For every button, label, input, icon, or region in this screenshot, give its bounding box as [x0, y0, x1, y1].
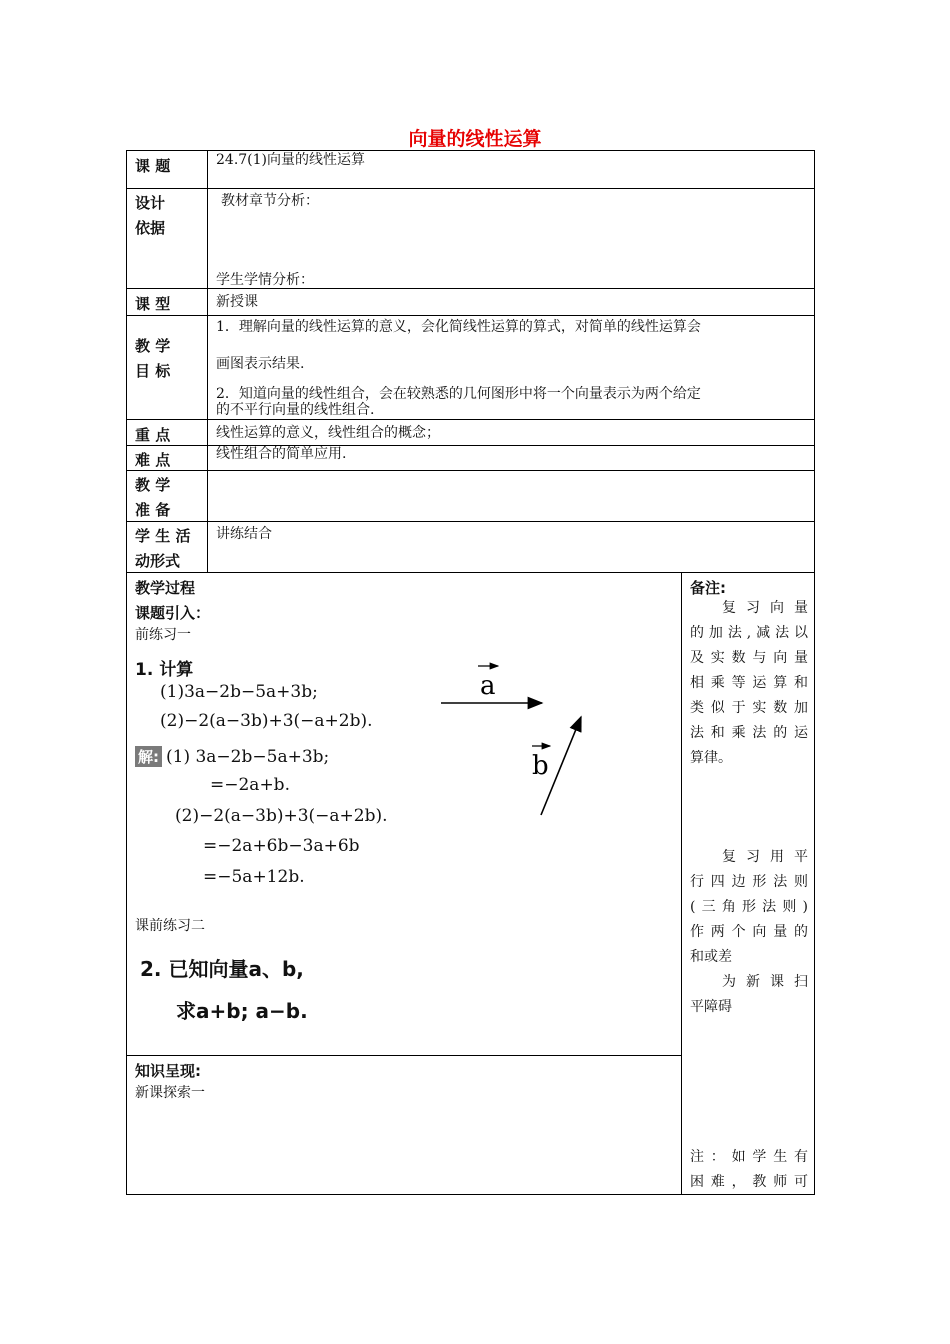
objective-item-1-cont: 画图表示结果.	[216, 356, 305, 372]
new-lesson-explore-1: 新课探索一	[135, 1085, 205, 1101]
page-title: 向量的线性运算	[408, 128, 542, 150]
note-line: 作两个向量的	[690, 924, 808, 940]
objectives-label: 教 学	[135, 337, 171, 355]
key-points-value: 线性运算的意义，线性组合的概念；	[216, 425, 440, 441]
exercise-1-title: 1. 计算	[135, 660, 194, 680]
design-basis-label: 设计	[135, 194, 166, 212]
difficulties-label: 难 点	[135, 451, 171, 469]
note-line: 和或差	[690, 949, 732, 965]
note-line: 平障碍	[690, 999, 732, 1015]
exercise-1-question-1: (1)3a−2b−5a+3b;	[160, 682, 318, 702]
note-line: 法和乘法的运	[690, 725, 808, 741]
solution-2-line-2: =−2a+6b−3a+6b	[203, 836, 360, 856]
note-line: 复习用平	[722, 849, 808, 865]
preparation-label: 准 备	[135, 501, 171, 519]
solution-2-line-1: (2)−2(a−3b)+3(−a+2b).	[175, 806, 388, 826]
student-analysis: 学生学情分析：	[216, 272, 314, 288]
objective-item-2: 2．知道向量的线性组合，会在较熟悉的几何图形中将一个向量表示为两个给定	[216, 386, 701, 402]
pre-exercise-2: 课前练习二	[135, 918, 205, 934]
knowledge-heading: 知识呈现:	[135, 1062, 201, 1080]
note-line: 及实数与向量	[690, 650, 808, 666]
solution-1-line-1: (1) 3a−2b−5a+3b;	[166, 747, 330, 767]
solution-2-line-3: =−5a+12b.	[203, 867, 305, 887]
note-line: (三角形法则)	[690, 899, 808, 915]
solution-tag: 解:	[135, 746, 162, 767]
design-basis-label: 依据	[135, 219, 166, 237]
activity-label: 学 生 活	[135, 527, 191, 545]
exercise-2-line-2: 求a+b; a−b.	[176, 999, 308, 1023]
note-line: 的加法,减法以	[690, 625, 808, 641]
topic-label: 课 题	[135, 157, 171, 175]
note-line: 困难，教师可	[690, 1174, 808, 1190]
note-line: 类似于实数加	[690, 700, 808, 716]
exercise-1-question-2: (2)−2(a−3b)+3(−a+2b).	[160, 711, 373, 731]
note-line: 算律。	[690, 750, 732, 766]
lesson-type-value: 新授课	[216, 294, 258, 310]
topic-value: 24.7(1)向量的线性运算	[216, 152, 366, 168]
textbook-analysis: 教材章节分析：	[221, 193, 319, 209]
vector-b-label: b	[532, 751, 549, 781]
activity-label: 动形式	[135, 552, 181, 570]
intro-heading: 课题引入：	[135, 604, 211, 622]
exercise-2-line-1: 2. 已知向量a、b,	[140, 957, 304, 981]
note-line: 复习向量	[722, 600, 808, 616]
note-line: 为新课扫	[722, 974, 808, 990]
lesson-type-label: 课 型	[135, 295, 171, 313]
preparation-label: 教 学	[135, 476, 171, 494]
process-heading: 教学过程	[135, 579, 196, 597]
pre-exercise-1: 前练习一	[135, 627, 191, 643]
objective-item-2-cont: 的不平行向量的线性组合.	[216, 402, 375, 418]
note-line: 行四边形法则	[690, 874, 808, 890]
activity-value: 讲练结合	[216, 526, 272, 542]
solution-1-line-2: =−2a+b.	[210, 775, 290, 795]
vector-a-label: a	[480, 671, 496, 701]
objectives-label: 目 标	[135, 362, 171, 380]
note-line: 相乘等运算和	[690, 675, 808, 691]
note-line: 注：如学生有	[690, 1149, 808, 1165]
notes-heading: 备注:	[690, 579, 726, 597]
difficulties-value: 线性组合的简单应用.	[216, 446, 347, 462]
objective-item-1: 1．理解向量的线性运算的意义，会化简线性运算的算式，对简单的线性运算会	[216, 319, 701, 335]
key-points-label: 重 点	[135, 426, 171, 444]
